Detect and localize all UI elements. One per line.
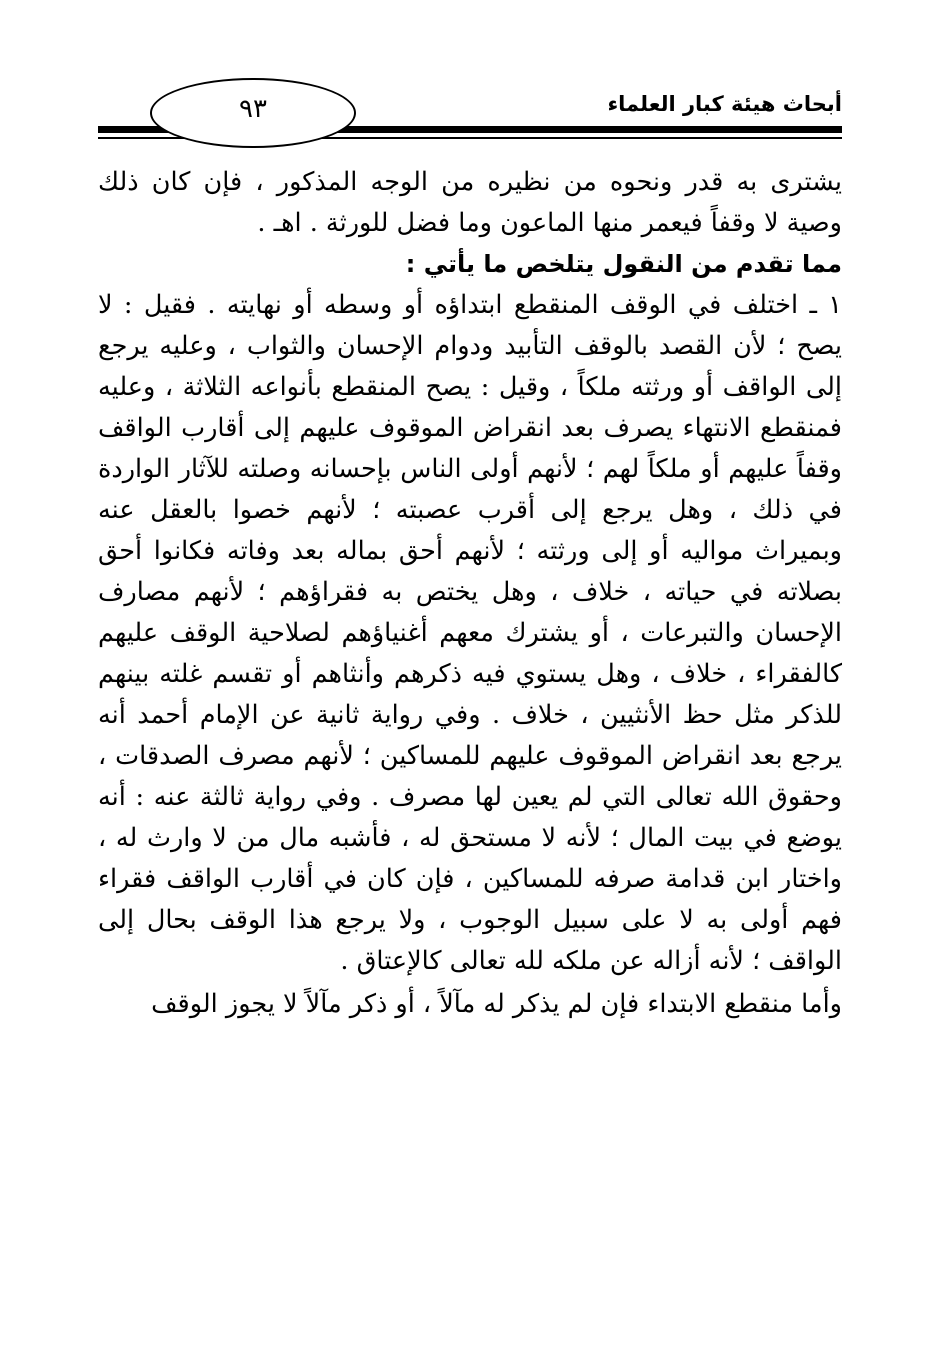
page-number: ٩٣ bbox=[150, 78, 356, 148]
page-header bbox=[98, 76, 842, 146]
paragraph-interrupted-start: وأما منقطع الابتداء فإن لم يذكر له مآلاً ، أو ذكر مآلاً لا يجوز الوقف bbox=[151, 989, 842, 1019]
summary-lead: مما تقدم من النقول يتلخص ما يأتي : bbox=[405, 250, 842, 278]
paragraph-point-one: ١ ـ اختلف في الوقف المنقطع ابتداؤه أو وسطه أو نهايته . فقيل : لا يصح ؛ لأن القصد بالوقف التأبيد ودوام الإحسان والثواب ، وعليه يرجع إلى الواقف أو ورثته ملكاً ، وقيل : يصح المنقطع بأنواعه الثلاثة ، وعليه فمنقطع الانتهاء يصرف بعد انقراض الموقوف عليهم إلى أقارب الواقف وقفاً عليهم أو ملكاً لهم ؛ لأنهم أولى الناس بإحسانه وصلته للآثار الواردة في ذلك ، وهل يرجع إلى أقرب عصبته ؛ لأنهم خصوا بالعقل عنه وبميراث مواليه أو إلى ورثته ؛ لأنهم أحق بماله بعد وفاته فكانوا أحق بصلاته في حياته ، خلاف ، وهل يختص به فقراؤهم ؛ لأنهم مصارف الإحسان والتبرعات ، أو يشترك معهم أغنياؤهم لصلاحية الوقف عليهم كالفقراء ، خلاف ، وهل يستوي فيه ذكرهم وأنثاهم أو تقسم غلته بينهم للذكر مثل حظ الأنثيين ، خلاف . وفي رواية ثانية عن الإمام أحمد أنه يرجع بعد انقراض الموقوف عليهم للمساكين ؛ لأنهم مصرف الصدقات ، وحقوق الله تعالى التي لم يعين لها مصرف . وفي رواية ثالثة عنه : أنه يوضع في بيت المال ؛ لأنه لا مستحق له ، فأشبه مال من لا وارث له ، واختار ابن قدامة صرفه للمساكين ، فإن كان في أقارب الواقف فقراء فهم أولى به لا على سبيل الوجوب ، ولا يرجع هذا الوقف بحال إلى الواقف ؛ لأنه أزاله عن ملكه لله تعالى كالإعتاق . bbox=[98, 290, 842, 976]
paragraph-continuation: يشترى به قدر ونحوه من نظيره من الوجه المذكور ، فإن كان ذلك وصية لا وقفاً فيعمر منها الماعون وما فضل للورثة . اهـ . bbox=[98, 167, 842, 238]
running-title: أبحاث هيئة كبار العلماء bbox=[607, 92, 842, 116]
page-body bbox=[98, 162, 842, 1025]
